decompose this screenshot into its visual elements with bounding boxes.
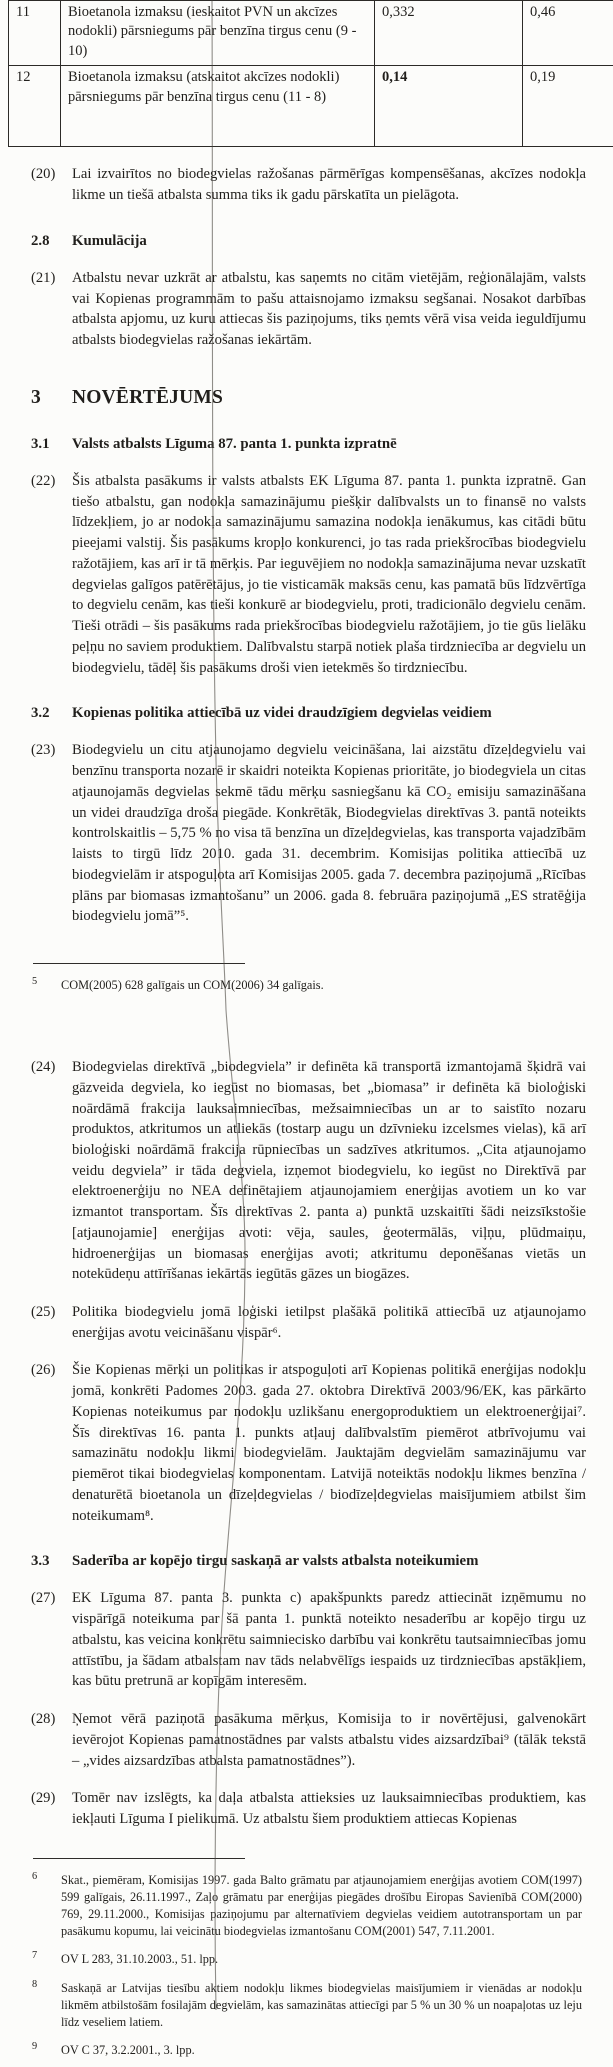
row-value1-cell: 0,14 [375,66,523,147]
paragraph-text: Biodegvielas direktīvā „biodegviela” ir definēta kā transportā izmantojamā šķidrā vai gāzveida degviela, ko iegūst no biomasas, bet „biomasa” ir definēta kā bioloģiski noārdāmā frakcija lauksaimniecības, mežsaimniecības un ar to saistīto nozaru produktos, atkritumos un atliekās (tostarp augu un dzīvnieku izcelsmes vielas), kā arī bioloģiski noārdāmā frakcija rūpniecības un sadzīves atkritumos. „Cita atjaunojamo veidu degviela” ir tāda degviela, izņemot biodegvielu, ko iegūst no Direktīvā par elektroenerģiju no NEA definētajiem atjaunojamiem enerģijas avotiem un ko var izmantot transportam. Šīs direktīvas 2. panta a) punktā uzskaitīti šādi neizsīkstošie [atjaunojamie] enerģijas avoti: vēja, saules, ģeotermālās, viļņu, plūdmaiņu, hidroenerģijas un biomasas enerģijas avoti; atkritumu deponēšanas vietās un notekūdeņu attīrīšanas iekārtās iegūtās gāzes un biogāzes. [72,1057,586,1285]
footnote-separator [33,963,245,964]
section-heading-3-1 [31,435,586,454]
paragraph-text: Lai izvairītos no biodegvielas ražošanas pārmērīgas kompensēšanas, akcīzes nodokļa likme un tiešā atbalsta summa tiks ik gadu pārskatīta un pielāgota. [72,164,586,205]
paragraph-number: (20) [31,164,72,205]
footnote-5 [31,977,586,994]
paragraph-text: Politika biodegvielu jomā loģiski ietilpst plašākā politikā attiecībā uz atjaunojamo enerģijas avotu veicināšanu vispār⁶. [72,1302,586,1343]
section-title: Kumulācija [72,232,586,251]
footnote-text: COM(2005) 628 galīgais un COM(2006) 34 galīgais. [61,977,586,994]
paragraph-27 [31,1588,586,1692]
row-number-cell: 11 [9,1,61,66]
footnote-7 [31,1951,586,1968]
chapter-heading-3 [31,387,586,409]
paragraph-text: Šis atbalsta pasākums ir valsts atbalsts EK Līguma 87. panta 1. punkta izpratnē. Gan tiešo atbalstu, gan nodokļa samazinājumu piešķir dalībvalsts un to finansē no valsts līdzekļiem, jo ar nodokļa samazinājumu samazina nodokļa ienākumus, kas citādi būtu pieejami valstij. Šis pasākums kropļo konkurenci, jo tas rada priekšrocības biodegvielu ražotājiem, kas arī ir tā mērķis. Par ieguvējiem no nodokļa samazinājuma nevar uzskatīt degvielas galīgos patērētājus, jo tie visticamāk maksās cenu, kas pamatā būs līdzvērtīga to degvielu cenām, kas tieši konkurē ar biodegvielu, proti, tradicionālo degvielu cenām. Tieši otrādi – šis pasākums rada priekšrocības biodegvielu ražotājiem, jo tie gūs lielāku peļņu no saviem produktiem. Dalībvalstu starpā notiek plaša tirdzniecība ar degvielu un biodegvielu, tādēļ šis pasākums droši vien ietekmēs šo tirdzniecību. [72,471,586,678]
paragraph-text: Ņemot vērā paziņotā pasākuma mērķus, Komisija to ir novērtējusi, galvenokārt ievērojot Kopienas pamatnostādnes par valsts atbalstu vides aizsardzībai⁹ (tālāk tekstā – „vides aizsardzības atbalsta pamatnostādnes”). [72,1709,586,1771]
table-row [9,66,613,147]
row-description-cell: Bioetanola izmaksu (atskaitot akcīzes nodokli) pārsniegums pār benzīna tirgus cenu (11 - 8) [61,66,375,147]
row-value2-cell: 0,46 [523,1,613,66]
section-title: Kopienas politika attiecībā uz videi draudzīgiem degvielas veidiem [72,704,586,723]
paragraph-number: (22) [31,471,72,678]
paragraph-number: (21) [31,268,72,351]
table-row [9,1,613,66]
paragraph-25 [31,1302,586,1343]
chapter-title: NOVĒRTĒJUMS [72,387,223,409]
footnote-9 [31,2042,586,2059]
paragraph-26 [31,1360,586,1526]
paragraph-28 [31,1709,586,1771]
row-number-cell: 12 [9,66,61,147]
paragraph-number: (28) [31,1709,72,1771]
row-description-cell: Bioetanola izmaksu (ieskaitot PVN un akcīzes nodokli) pārsniegums pār benzīna tirgus cenu (9 - 10) [61,1,375,66]
footnote-number: 7 [31,1949,61,1966]
footnote-number: 9 [31,2040,61,2057]
paragraph-29 [31,1788,586,1829]
footnote-number: 8 [31,1978,61,2030]
paragraph-number: (29) [31,1788,72,1829]
paragraph-number: (25) [31,1302,72,1343]
bioethanol-cost-table [8,0,613,147]
section-number: 3.1 [31,435,72,454]
paragraph-24 [31,1057,586,1285]
footnote-text: Saskaņā ar Latvijas tiesību aktiem nodokļu likmes biodegvielas maisījumiem ir vienādas ar nodokļu likmēm atbilstošām fosilajām degvielām, kas samazinātas attiecīgi par 5 % un 30 % un noapaļotas uz leju līdz veseliem latiem. [61,1980,586,2032]
page-break-gap [31,994,586,1040]
footnote-8 [31,1980,586,2032]
section-title: Valsts atbalsts Līguma 87. panta 1. punkta izpratnē [72,435,586,454]
paragraph-text: Atbalstu nevar uzkrāt ar atbalstu, kas saņemts no citām vietējām, reģionālajām, valsts vai Kopienas programmām to pašu attaisnojamo izmaksu segšanai. Nosakot darbības atbalsta apjomu, uz kuru attiecas šis paziņojums, tiks ņemts vērā visa veida ieguldījumu atbalsts biodegvielas ražošanas iekārtām. [72,268,586,351]
paragraph-22 [31,471,586,678]
paragraph-21 [31,268,586,351]
section-number: 3.3 [31,1552,72,1571]
footnote-number: 5 [31,975,61,992]
footnote-text: OV C 37, 3.2.2001., 3. lpp. [61,2042,586,2059]
section-heading-3-2 [31,704,586,723]
paragraph-text: Biodegvielu un citu atjaunojamo degvielu veicināšana, lai aizstātu dīzeļdegvielu vai benzīnu transporta nozarē ir skaidri noteikta Kopienas prioritāte, jo biodegviela un citas atjaunojamās degvielas sekmē tādu mērķu sasniegšanu kā CO₂ emisiju samazināšana un videi draudzīga droša piegāde. Konkrētāk, Biodegvielas direktīvas 3. pantā noteikts kontrolskaitlis – 5,75 % no visa tā benzīna un dīzeļdegvielas, kas transporta vajadzībām laists to tirgū līdz 2010. gada 31. decembrim. Komisijas politika attiecībā uz biodegvielām ir atspoguļota arī Komisijas 2005. gada 7. decembra paziņojumā „Rīcības plāns par biomasas izmantošanu” un 2006. gada 8. februāra paziņojumā „ES stratēģija biodegvielu jomā”⁵. [72,740,586,926]
row-value1-cell: 0,332 [375,1,523,66]
paragraph-number: (23) [31,740,72,926]
footnote-separator [33,1858,245,1859]
paragraph-number: (24) [31,1057,72,1285]
footnote-number: 6 [31,1870,61,1939]
paragraph-20 [31,164,586,205]
paragraph-number: (26) [31,1360,72,1526]
section-heading-3-3 [31,1552,586,1571]
paragraph-text: EK Līguma 87. panta 3. punkta c) apakšpunkts paredz attiecināt izņēmumu no vispārīgā noteikuma par šā panta 1. punktā noteikto nesaderību ar kopējo tirgu uz atbalstu, kas veicina konkrētu saimniecisko darbību vai konkrētu tautsaimniecības jomu attīstību, ja šādam atbalstam nav tāds nelabvēlīgs iespaids uz tirdzniecības apstākļiem, kas būtu pretrunā ar kopīgām interesēm. [72,1588,586,1692]
paragraph-text: Šie Kopienas mērķi un politikas ir atspoguļoti arī Kopienas politikā enerģijas nodokļu jomā, konkrēti Padomes 2003. gada 27. oktobra Direktīvā 2003/96/EK, kas pārkārto Kopienas noteikumus par nodokļu uzlikšanu energoproduktiem un elektroenerģijai⁷. Šīs direktīvas 16. panta 1. punkts atļauj dalībvalstīm piemērot atbrīvojumu vai samazinātu nodokļu likmi biodegvielām. Jauktajām degvielām samazinājumu var piemērot tikai biodegvielas komponentam. Latvijā noteiktās nodokļu likmes benzīna / denaturētā bioetanola un dīzeļdegvielas / biodīzeļdegvielas maisījumiem atbilst šim noteikumam⁸. [72,1360,586,1526]
footnote-text: Skat., piemēram, Komisijas 1997. gada Balto grāmatu par atjaunojamiem enerģijas avotiem COM(1997) 599 galīgais, 26.11.1997., Zaļo grāmatu par enerģijas piegādes drošību Eiropas Savienībā COM(2000) 769, 29.11.2000., Komisijas paziņojumu par alternatīviem degvielas veidiem autotransportam un par pasākumu kopumu, lai veicinātu biodegvielas izmantošanu COM(2001) 547, 7.11.2001. [61,1872,586,1941]
footnote-6 [31,1872,586,1941]
section-title: Saderība ar kopējo tirgu saskaņā ar valsts atbalsta noteikumiem [72,1552,586,1571]
footnote-text: OV L 283, 31.10.2003., 51. lpp. [61,1951,586,1968]
document-body [0,164,613,2067]
section-heading-2-8 [31,232,586,251]
paragraph-text: Tomēr nav izslēgts, ka daļa atbalsta attieksies uz lauksaimniecības produktiem, kas iekļauti Līguma I pielikumā. Uz atbalstu šiem produktiem attiecas Kopienas [72,1788,586,1829]
section-number: 3.2 [31,704,72,723]
paragraph-23 [31,740,586,926]
section-number: 2.8 [31,232,72,251]
chapter-number: 3 [31,387,72,409]
row-value2-cell: 0,19 [523,66,613,147]
paragraph-number: (27) [31,1588,72,1692]
